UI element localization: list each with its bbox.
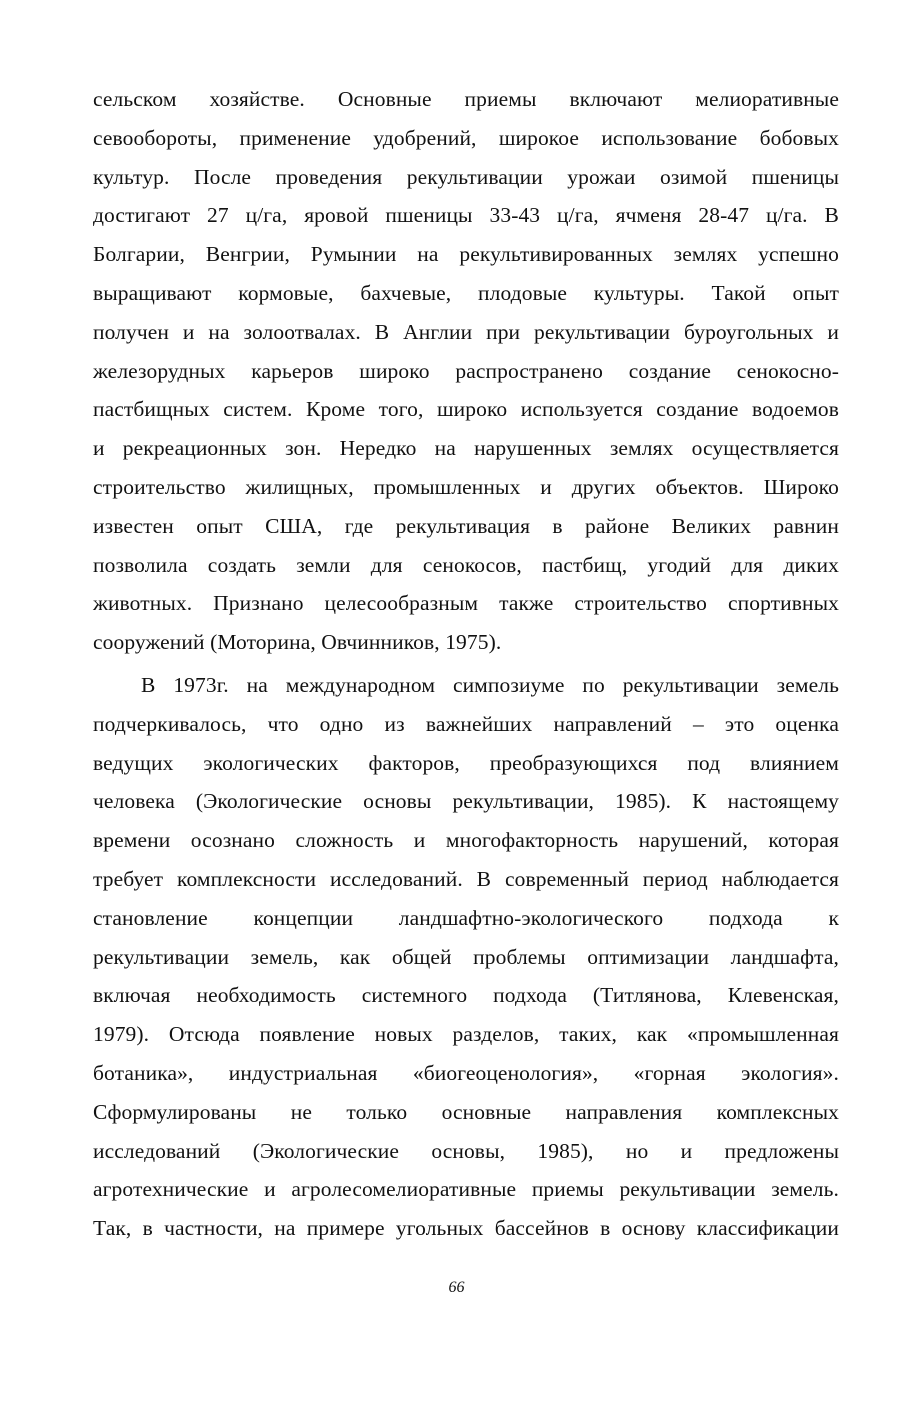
text-line: получен и на золоотвалах. В Англии при рекультивации буроугольных и [93, 319, 839, 344]
text-line: строительство жилищных, промышленных и других объектов. Широко [93, 474, 839, 499]
text-line: животных. Признано целесообразным также строительство спортивных [93, 591, 839, 616]
text-line: времени осознано сложность и многофакторность нарушений, которая [93, 828, 839, 853]
text-line: подчеркивалось, что одно из важнейших направлений – это оценка [93, 711, 839, 736]
text-line: исследований (Экологические основы, 1985), но и предложены [93, 1138, 839, 1163]
text-line: включая необходимость системного подхода (Титлянова, Клевенская, [93, 983, 839, 1008]
text-line: выращивают кормовые, бахчевые, плодовые культуры. Такой опыт [93, 280, 839, 305]
text-line: Сформулированы не только основные направления комплексных [93, 1099, 839, 1124]
paragraph-2 [93, 666, 839, 1248]
text-line: ботаника», индустриальная «биогеоценология», «горная экология». [93, 1060, 839, 1085]
page-number: 66 [448, 1279, 465, 1296]
text-line: и рекреационных зон. Нередко на нарушенных землях осуществляется [93, 436, 839, 461]
text-line: Болгарии, Венгрии, Румынии на рекультивированных землях успешно [93, 242, 839, 267]
text-line: достигают 27 ц/га, яровой пшеницы 33-43 ц/га, ячменя 28-47 ц/га. В [93, 203, 839, 228]
text-line: В 1973г. на международном симпозиуме по рекультивации земель [141, 673, 839, 697]
text-line: позволила создать земли для сенокосов, пастбищ, угодий для диких [93, 552, 839, 577]
text-line: ведущих экологических факторов, преобразующихся под влиянием [93, 750, 839, 775]
text-line: культур. После проведения рекультивации урожаи озимой пшеницы [93, 164, 839, 189]
text-line: человека (Экологические основы рекультивации, 1985). К настоящему [93, 789, 839, 814]
text-line: сельском хозяйстве. Основные приемы включают мелиоративные [93, 87, 839, 111]
text-line: рекультивации земель, как общей проблемы оптимизации ландшафта, [93, 944, 839, 969]
text-line: агротехнические и агролесомелиоративные приемы рекультивации земель. [93, 1177, 839, 1202]
text-line: требует комплексности исследований. В современный период наблюдается [93, 866, 839, 891]
text-line: железорудных карьеров широко распространено создание сенокосно- [93, 358, 839, 383]
text-line: известен опыт США, где рекультивация в районе Великих равнин [93, 513, 839, 538]
text-line: сооружений (Моторина, Овчинников, 1975). [93, 630, 502, 655]
text-line: пастбищных систем. Кроме того, широко используется создание водоемов [93, 397, 839, 422]
text-line: 1979). Отсюда появление новых разделов, таких, как «промышленная [93, 1022, 839, 1047]
text-line: севообороты, применение удобрений, широкое использование бобовых [93, 125, 839, 150]
text-line: становление концепции ландшафтно-экологического подхода к [93, 905, 839, 930]
paragraph-1 [93, 80, 839, 662]
text-line: Так, в частности, на примере угольных бассейнов в основу классификации [93, 1216, 839, 1241]
